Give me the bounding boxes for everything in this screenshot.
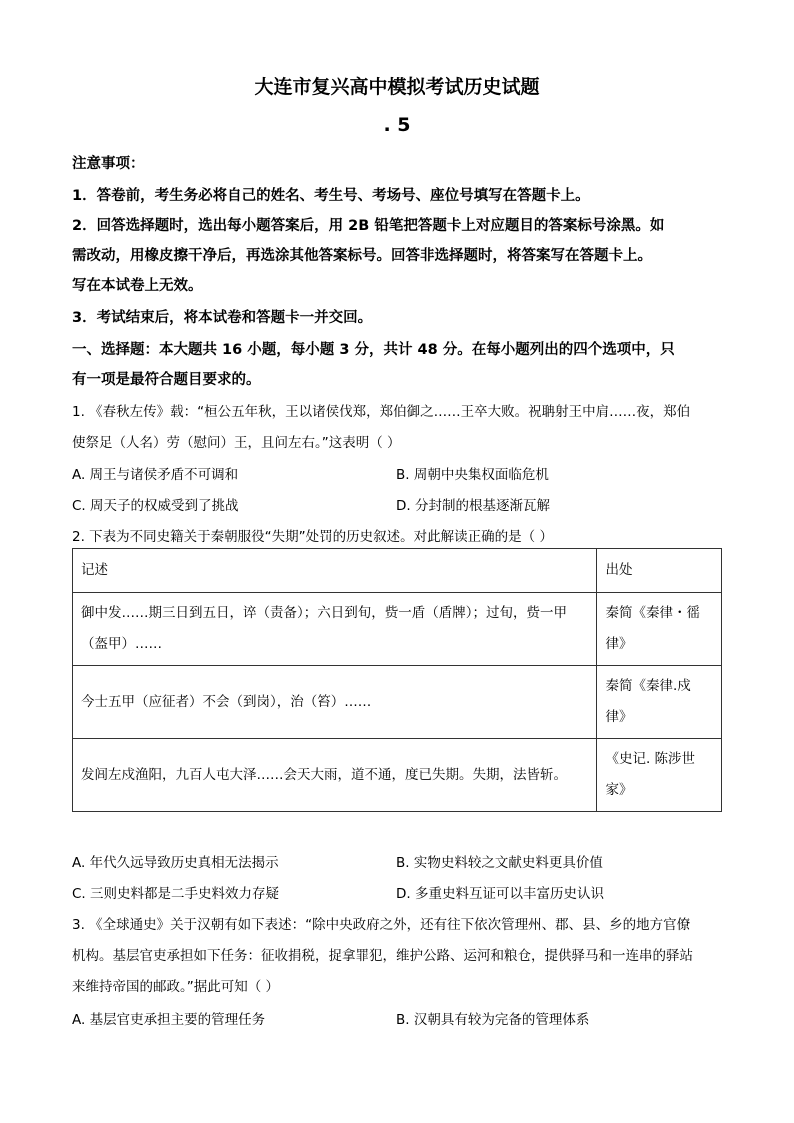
table-row [73,739,722,812]
exam-title: 大连市复兴高中模拟考试历史试题 [254,76,540,98]
note-item-2-line-3: 写在本试卷上无效。 [72,278,203,294]
q2-option-d: D. 多重史料互证可以丰富历史认识 [396,886,604,902]
q3-stem-line-1: 3. 《全球通史》关于汉朝有如下表述：“除中央政府之外，还有往下依次管理州、郡、县、乡的地方官僚 [72,917,691,933]
q1-option-c: C. 周天子的权威受到了挑战 [72,498,239,514]
record-line: （盔甲）…… [81,636,162,652]
table-cell-source [597,739,722,812]
q3-option-b: B. 汉朝具有较为完备的管理体系 [396,1012,590,1028]
note-item-2-line-2: 需改动，用橡皮擦干净后，再选涂其他答案标号。回答非选择题时，将答案写在答题卡上。 [72,248,652,264]
q2-option-c: C. 三则史料都是二手史料效力存疑 [72,886,280,902]
source-line: 秦简《秦律.戍 [605,678,691,694]
section-1-line-2: 有一项是最符合题目要求的。 [72,372,261,388]
q2-option-b: B. 实物史料较之文献史料更具价值 [396,855,603,871]
q3-option-a: A. 基层官吏承担主要的管理任务 [72,1012,266,1028]
table-header-source: 出处 [597,549,722,593]
q1-stem-line-2: 使祭足（人名）劳（慰问）王，且问左右。”这表明（ ） [72,435,401,451]
q3-stem-line-2: 机构。基层官吏承担如下任务：征收捐税，捉拿罪犯，维护公路、运河和粮仓，提供驿马和一连串的驿站 [72,948,693,964]
q1-stem-line-1: 1. 《春秋左传》载：“桓公五年秋，王以诸侯伐郑，郑伯御之……王卒大败。祝聃射王中肩……夜，郑伯 [72,404,691,420]
q1-option-d: D. 分封制的根基逐渐瓦解 [396,498,550,514]
record-line: 御中发……期三日到五日，谇（责备）；六日到旬，赀一盾（盾牌）；过旬，赀一甲 [81,605,567,621]
q1-option-a: A. 周王与诸侯矛盾不可调和 [72,467,239,483]
source-line: 家》 [605,782,633,798]
table-cell-source [597,593,722,666]
section-1-line-1: 一、选择题：本大题共 16 小题，每小题 3 分，共计 48 分。在每小题列出的四个选项中，只 [72,342,675,358]
notes-heading: 注意事项： [72,156,145,172]
note-item-2-line-1: 2．回答选择题时，选出每小题答案后，用 2B 铅笔把答题卡上对应题目的答案标号涂黑。如 [72,218,665,234]
note-item-3: 3．考试结束后，将本试卷和答题卡一并交回。 [72,310,373,326]
source-line: 律》 [605,636,633,652]
history-source-table [72,548,722,812]
exam-subtitle: . 5 [383,114,411,136]
source-line: 《史记. 陈涉世 [605,751,696,767]
source-line: 律》 [605,709,633,725]
table-row [73,593,722,666]
q1-option-b: B. 周朝中央集权面临危机 [396,467,549,483]
note-item-1: 1．答卷前，考生务必将自己的姓名、考生号、考场号、座位号填写在答题卡上。 [72,188,590,204]
table-cell-record: 今士五甲（应征者）不会（到岗），治（笞）…… [73,666,597,739]
table-cell-source [597,666,722,739]
table-header-record: 记述 [73,549,597,593]
q2-stem: 2. 下表为不同史籍关于秦朝服役“失期”处罚的历史叙述。对此解读正确的是（ ） [72,529,553,545]
table-cell-record: 发闾左戍渔阳，九百人屯大泽……会天大雨，道不通，度已失期。失期，法皆斩。 [73,739,597,812]
q2-option-a: A. 年代久远导致历史真相无法揭示 [72,855,279,871]
table-row [73,666,722,739]
table-header-row [73,549,722,593]
q3-stem-line-3: 来维持帝国的邮政。”据此可知（ ） [72,979,280,995]
table-cell-record [73,593,597,666]
source-line: 秦简《秦律・徭 [605,605,700,621]
